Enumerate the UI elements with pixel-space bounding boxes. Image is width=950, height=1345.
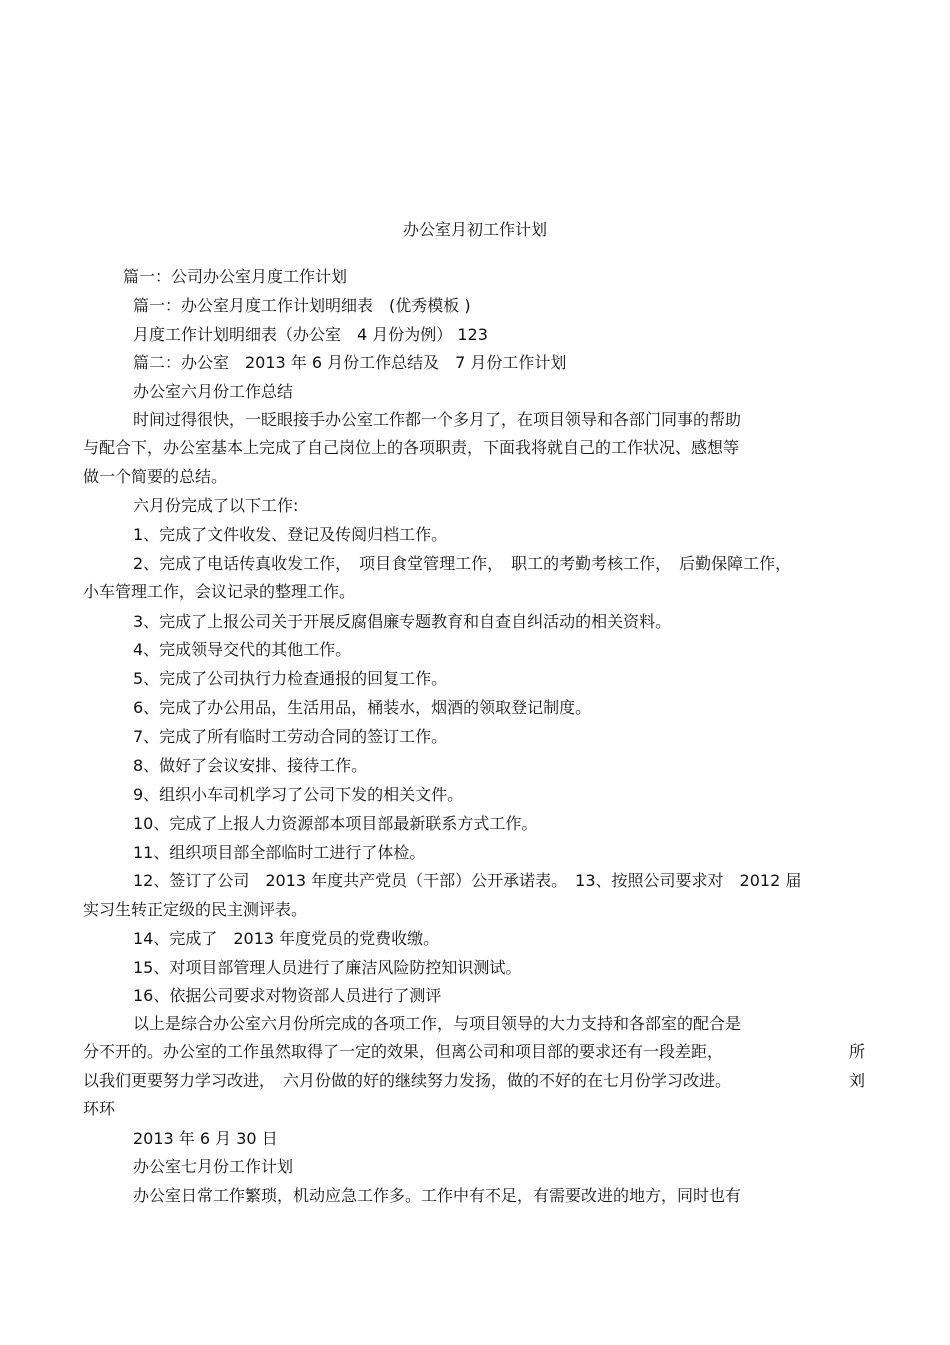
list-item: 8、做好了会议安排、接待工作。 — [133, 756, 368, 775]
section-heading: 办公室七月份工作计划 — [133, 1157, 294, 1176]
list-item: 3、完成了上报公司关于开展反腐倡廉专题教育和自查自纠活动的相关资料。 — [133, 612, 672, 631]
list-item: 5、完成了公司执行力检查通报的回复工作。 — [133, 669, 448, 688]
document-title: 办公室月初工作计划 — [402, 220, 547, 239]
text-line: 篇一：公司办公室月度工作计划 — [123, 267, 348, 286]
text-line-justified — [83, 1071, 865, 1091]
text-segment: 以我们更要努力学习改进， 六月份做的好的继续努力发扬，做的不好的在七月份学习改进。 — [83, 1071, 732, 1090]
text-line: 六月份完成了以下工作: — [133, 496, 299, 515]
text-line: 环环 — [83, 1099, 116, 1118]
text-line-justified — [83, 1042, 865, 1062]
text-segment: 刘 — [848, 1071, 865, 1090]
text-line: 做一个简要的总结。 — [83, 467, 228, 486]
text-line: 实习生转正定级的民主测评表。 — [83, 900, 308, 919]
text-segment: 分不开的。办公室的工作虽然取得了一定的效果，但离公司和项目部的要求还有一段差距， — [83, 1042, 724, 1061]
text-line: 时间过得很快，一眨眼接手办公室工作都一个多月了，在项目领导和各部门同事的帮助 — [133, 410, 742, 429]
text-line: 办公室六月份工作总结 — [133, 382, 294, 401]
list-item: 14、完成了 2013 年度党员的党费收缴。 — [133, 929, 440, 948]
list-item: 16、依据公司要求对物资部人员进行了测评 — [133, 986, 442, 1005]
list-item: 10、完成了上报人力资源部本项目部最新联系方式工作。 — [133, 814, 538, 833]
list-item: 1、完成了文件收发、登记及传阅归档工作。 — [133, 525, 448, 544]
text-line: 篇一：办公室月度工作计划明细表 (优秀模板 ) — [133, 296, 471, 315]
list-item: 7、完成了所有临时工劳动合同的签订工作。 — [133, 727, 448, 746]
text-line: 以上是综合办公室六月份所完成的各项工作，与项目领导的大力支持和各部室的配合是 — [133, 1014, 742, 1033]
list-item: 2、完成了电话传真收发工作， 项目食堂管理工作， 职工的考勤考核工作， 后勤保障工作， — [133, 554, 792, 573]
list-item: 11、组织项目部全部临时工进行了体检。 — [133, 843, 426, 862]
text-line: 与配合下，办公室基本上完成了自己岗位上的各项职责，下面我将就自己的工作状况、感想等 — [83, 438, 740, 457]
list-item: 9、组织小车司机学习了公司下发的相关文件。 — [133, 785, 464, 804]
text-line: 办公室日常工作繁琐，机动应急工作多。工作中有不足，有需要改进的地方，同时也有 — [133, 1186, 742, 1205]
text-line: 月度工作计划明细表（办公室 4 月份为例） 123 — [133, 325, 488, 344]
list-item: 15、对项目部管理人员进行了廉洁风险防控知识测试。 — [133, 958, 522, 977]
text-segment: 所 — [848, 1042, 865, 1061]
date-line: 2013 年 6 月 30 日 — [133, 1129, 278, 1148]
text-line: 篇二：办公室 2013 年 6 月份工作总结及 7 月份工作计划 — [133, 353, 567, 372]
list-item: 4、完成领导交代的其他工作。 — [133, 640, 352, 659]
text-line: 小车管理工作，会议记录的整理工作。 — [83, 582, 356, 601]
list-item: 6、完成了办公用品，生活用品，桶装水，烟酒的领取登记制度。 — [133, 698, 592, 717]
list-item: 12、签订了公司 2013 年度共产党员（干部）公开承诺表。 13、按照公司要求对 2012 届 — [133, 871, 802, 890]
